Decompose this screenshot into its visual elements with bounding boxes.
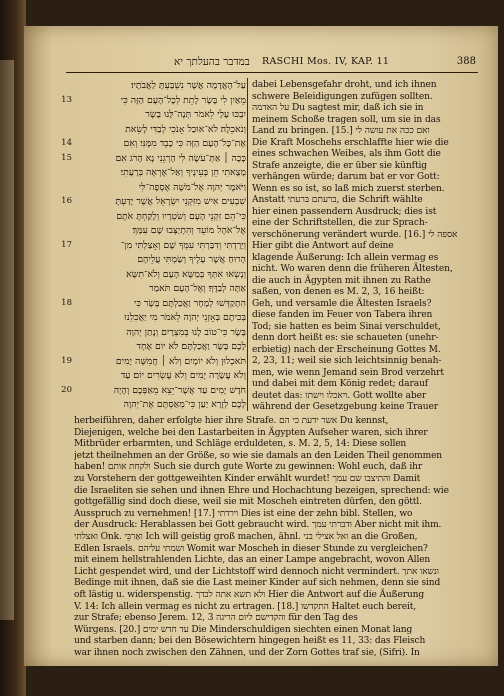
commentary-line: Land zu bringen. [15.] ואם ככה את עושה לי bbox=[252, 126, 430, 136]
hebrew-text-line: בָּשָׂר כִּי־טוֹב לָנוּ בְּמִצְרָיִם וְנָתַן יְהוָה bbox=[126, 326, 246, 338]
hebrew-text-line: בְּכִיתֶם בְּאָזְנֵי יְהוָה לֵאמֹר מִי יַאֲכִלֵנוּ bbox=[124, 312, 246, 323]
commentary-line: men, wie wenn Jemand sein Brod verzehrt bbox=[252, 367, 444, 378]
commentary-line: der Ausdruck: Herablassen bei Gott gebraucht wird. ודברתי עמך Aber nicht mit ihm. bbox=[74, 520, 442, 531]
commentary-line: gottgefällig sind doch diese, weil sie mit Moscheh eintreten dürfen, den göttl. bbox=[74, 497, 422, 508]
header-rule bbox=[66, 72, 478, 73]
page-number: 388 bbox=[456, 56, 476, 67]
commentary-line: 2, 23, 11; weil sie sich leichtsinnig benah- bbox=[252, 356, 442, 366]
hebrew-text-line: עַל־הָאֲדָמָה אֲשֶׁר נִשְׁבַּעְתָּ לַאֲבֹתָיו׃ bbox=[131, 80, 246, 91]
commentary-line: nicht. Wo waren denn die früheren Ältesten, bbox=[252, 264, 453, 274]
commentary-line: Strafe anzeigte, die er über sie künftig bbox=[252, 160, 428, 171]
commentary-line: V. 14: Ich allein vermag es nicht zu ertragen. [18.] התקדשו Haltet euch bereit, bbox=[74, 601, 416, 612]
commentary-line: erbietig) nach der Erscheinung Gottes M. bbox=[252, 344, 441, 355]
hebrew-text-line: וְנָשְׂאוּ אִתְּךָ בְּמַשָּׂא הָעָם וְלֹא־תִשָּׂא bbox=[126, 268, 246, 280]
commentary-line: eines schwachen Weibes, als ihm Gott die bbox=[252, 149, 441, 159]
hebrew-text-line: וְיָרַדְתִּי וְדִבַּרְתִּי עִמְּךָ שָׁם וְאָצַלְתִּי מִן־ bbox=[120, 239, 246, 251]
verse-number: 14 bbox=[61, 138, 72, 148]
commentary-line: die auch in Ägypten mit ihnen zu Rathe bbox=[252, 275, 431, 286]
commentary-line: eine der Schriftstellen, die zur Sprach- bbox=[252, 218, 428, 228]
verse-number: 19 bbox=[61, 355, 72, 366]
verse-number: 20 bbox=[61, 384, 72, 395]
commentary-line: על האדמה Du sagtest mir, daß ich sie in bbox=[252, 103, 424, 113]
column-divider bbox=[247, 78, 248, 411]
commentary-line: Diejenigen, welche bei den Lastarbeiten in Ägypten Aufseher waren, sich ihrer bbox=[74, 427, 428, 438]
hebrew-text-line: לָכֶם בָּשָׂר וַאֲכַלְתֶּם׃ לֹא יוֹם אֶחָד bbox=[136, 341, 246, 352]
hebrew-text-line: לָכֶם לְזָרָא יַעַן כִּי־מְאַסְתֶּם אֶת־יְהוָה bbox=[123, 399, 246, 410]
hebrew-text-line: וְנֹאכֵלָה׃ לֹא־אוּכַל אָנֹכִי לְבַדִּי לָשֵׂאת bbox=[125, 123, 246, 135]
hebrew-text-line: אֶל־אֹהֶל מוֹעֵד וְהִתְיַצְּבוּ שָׁם עִמָּךְ׃ bbox=[132, 225, 246, 236]
commentary-line: denn dort heißt es: sie schaueten (unehr- bbox=[252, 333, 439, 343]
commentary-line: klagende Äußerung: Ich allein vermag es bbox=[252, 252, 439, 263]
book-page bbox=[24, 26, 498, 666]
hebrew-text-line: כִּי־הֵם זִקְנֵי הָעָם וְשֹׁטְרָיו וְלָקַחְתָּ אֹתָם bbox=[116, 210, 246, 222]
hebrew-text-line: תֹּאכְלוּן וְלֹא יוֹמָיִם וְלֹא ׀ חֲמִשָּׁה יָמִים bbox=[115, 355, 246, 367]
hebrew-text-line: וְלֹא עֲשָׂרָה יָמִים וְלֹא עֶשְׂרִים יוֹם׃ עַד bbox=[120, 370, 246, 381]
commentary-line: jetzt theilnehmen an der Größe, so wie sie damals an den Leiden Theil genommen bbox=[74, 450, 443, 461]
hebrew-text-line: יִבְכּוּ עָלַי לֵאמֹר תְּנָה־לָּנוּ בָשָׂר bbox=[145, 109, 246, 120]
commentary-line: Hier gibt die Antwort auf deine bbox=[252, 241, 394, 251]
commentary-line: oft lästig u. widerspenstig. ולא תשא אתה לבדך Hier die Antwort auf die Äußerung bbox=[74, 590, 424, 600]
commentary-line: Bedinge mit ihnen, daß sie die Last meiner Kinder auf sich nehmen, denn sie sind bbox=[74, 578, 441, 589]
commentary-line: zu Vorstehern der gottgeweihten Kinder erwählt wurdet! והתיצבו שם עמך Damit bbox=[74, 474, 421, 484]
hebrew-text-line: הָרוּחַ אֲשֶׁר עָלֶיךָ וְשַׂמְתִּי עֲלֵיהֶם bbox=[137, 254, 246, 265]
commentary-line: saßen, von denen es M. 2, 3, 16 heißt: bbox=[252, 287, 425, 297]
commentary-line: zur Strafe; ebenso Jerem. 12, 3 והקדישם ליום הריגה für den Tag des bbox=[74, 613, 358, 624]
commentary-line: verhängen würde; darum bat er vor Gott: bbox=[252, 172, 440, 182]
commentary-line: deutet das: ויאכלו וישתו. Gott wollte aber bbox=[252, 390, 427, 401]
commentary-line: meinem Schoße tragen soll, um sie in das bbox=[252, 114, 441, 125]
commentary-line: verschönerung verändert wurde. [16.] אספה לי bbox=[252, 229, 458, 240]
commentary-line: Ausspruch zu vernehmen! [17.] וירדתי Dies ist eine der zehn bibl. Stellen, wo bbox=[74, 508, 413, 519]
commentary-line: mit einem hellstrahlenden Lichte, das an einer Lampe angebracht, wovon Allen bbox=[74, 555, 431, 566]
latin-running-title: RASCHI Mos. IV, KAP. 11 bbox=[262, 56, 390, 67]
hebrew-running-title: במדבר בהעלתך יא bbox=[174, 56, 250, 68]
commentary-line: Tod; sie hatten es beim Sinai verschuldet, bbox=[252, 321, 441, 332]
hebrew-text-line: כָּכָה ׀ אַתְּ־עֹשֶׂה לִּי הָרְגֵנִי נָא הָרֹג אִם bbox=[115, 152, 246, 164]
facing-page-edge bbox=[0, 60, 14, 620]
commentary-line: war ihnen noch zwischen den Zähnen, und der Zorn Gottes traf sie, (Sifri). In bbox=[74, 648, 420, 658]
commentary-line: und starben dann; bei den Bösewichtern hingegen heißt es 11, 33: das Fleisch bbox=[74, 636, 426, 647]
commentary-line: Anstatt ברעתם בּרעתי, die Schrift wählte bbox=[252, 195, 423, 205]
commentary-line: ואצלתי Onk. ואַרבֵּי Ich will geistig groß machen, ähnl. ואל אצילי בני an die Großen, bbox=[74, 532, 418, 542]
hebrew-text-line: שִׁבְעִים אִישׁ מִזִּקְנֵי יִשְׂרָאֵל אֲשֶׁר יָדַעְתָּ bbox=[115, 196, 246, 207]
hebrew-text-line: חֹדֶשׁ יָמִים עַד אֲשֶׁר־יֵצֵא מֵאַפְּכֶם וְהָיָה bbox=[113, 384, 246, 396]
commentary-line: herbeiführen, daher erfolgte hier ihre Strafe. אשר ידעת כי הם Du kennst, bbox=[74, 416, 389, 426]
commentary-line: Würgens. [20.] עד חדש ימים Die Minderschuldigen siechten einen Monat lang bbox=[74, 624, 413, 635]
verse-number: 17 bbox=[61, 239, 72, 250]
running-header bbox=[24, 56, 498, 72]
hebrew-text-line: אַתָּה לְבַדֶּךָ׃ וְאֶל־הָעָם תֹּאמַר bbox=[149, 283, 246, 294]
commentary-line: die Israeliten sie sehen und ihnen Ehre und Hochachtung bezeigen, sprechend: wie bbox=[74, 485, 449, 496]
commentary-line: dabei Lebensgefahr droht, und ich ihnen bbox=[252, 80, 437, 90]
commentary-line: Edlen Israels. ושמתי עליהם Womit war Moscheh in dieser Stunde zu vergleichen? bbox=[74, 543, 428, 554]
verse-number: 15 bbox=[61, 152, 72, 163]
hebrew-text-line: הִתְקַדְּשׁוּ לְמָחָר וַאֲכַלְתֶּם בָּשָׂר כִּי bbox=[133, 297, 246, 309]
hebrew-text-line: אֶת־כָּל־הָעָם הַזֶּה כִּי כָבֵד מִמֶּנִּי׃ וְאִם bbox=[123, 138, 246, 149]
commentary-line: Licht gespendet wird, und der Lichtstoff wird dennoch nicht vermindert. ונשאו אתך bbox=[74, 566, 439, 577]
commentary-line: Geh, und versamle die Ältesten Israels? bbox=[252, 298, 432, 309]
commentary-line: Die Kraft Moschehs erschlaffte hier wie die bbox=[252, 137, 449, 148]
verse-number: 16 bbox=[61, 196, 72, 206]
commentary-line: haben! ולקחת אותם Such sie durch gute Worte zu gewinnen: Wohl euch, daß ihr bbox=[74, 462, 423, 473]
hebrew-text-line: מָצָאתִי חֵן בְּעֵינֶיךָ וְאַל־אֶרְאֶה בְּרָעָתִי׃ bbox=[120, 167, 246, 178]
hebrew-text-line: וַיֹּאמֶר יְהוָה אֶל־מֹשֶׁה אֶסְפָה־לִּי bbox=[138, 181, 246, 193]
verse-number: 13 bbox=[61, 94, 72, 105]
verse-number: 18 bbox=[61, 297, 72, 308]
commentary-line: Wenn es so ist, so laß mich zuerst sterben. bbox=[252, 183, 445, 194]
commentary-line: Mitbrüder erbarmten, und Schläge erduldeten, s. M. 2, 5, 14: Diese sollen bbox=[74, 439, 407, 450]
hebrew-text-line: מֵאַיִן לִי בָּשָׂר לָתֵת לְכָל־הָעָם הַזֶּה כִּי bbox=[120, 94, 246, 106]
hebrew-text-column bbox=[74, 78, 246, 412]
commentary-line: und dabei mit dem König redet; darauf bbox=[252, 379, 429, 389]
commentary-line: diese fanden im Feuer von Tabera ihren bbox=[252, 310, 433, 320]
commentary-line: schwere Beleidigungen zufügen sollten. bbox=[252, 91, 433, 102]
commentary-line: hier einen passendern Ausdruck; dies ist bbox=[252, 206, 437, 217]
commentary-line: während der Gesetzgebung keine Trauer bbox=[252, 402, 439, 412]
